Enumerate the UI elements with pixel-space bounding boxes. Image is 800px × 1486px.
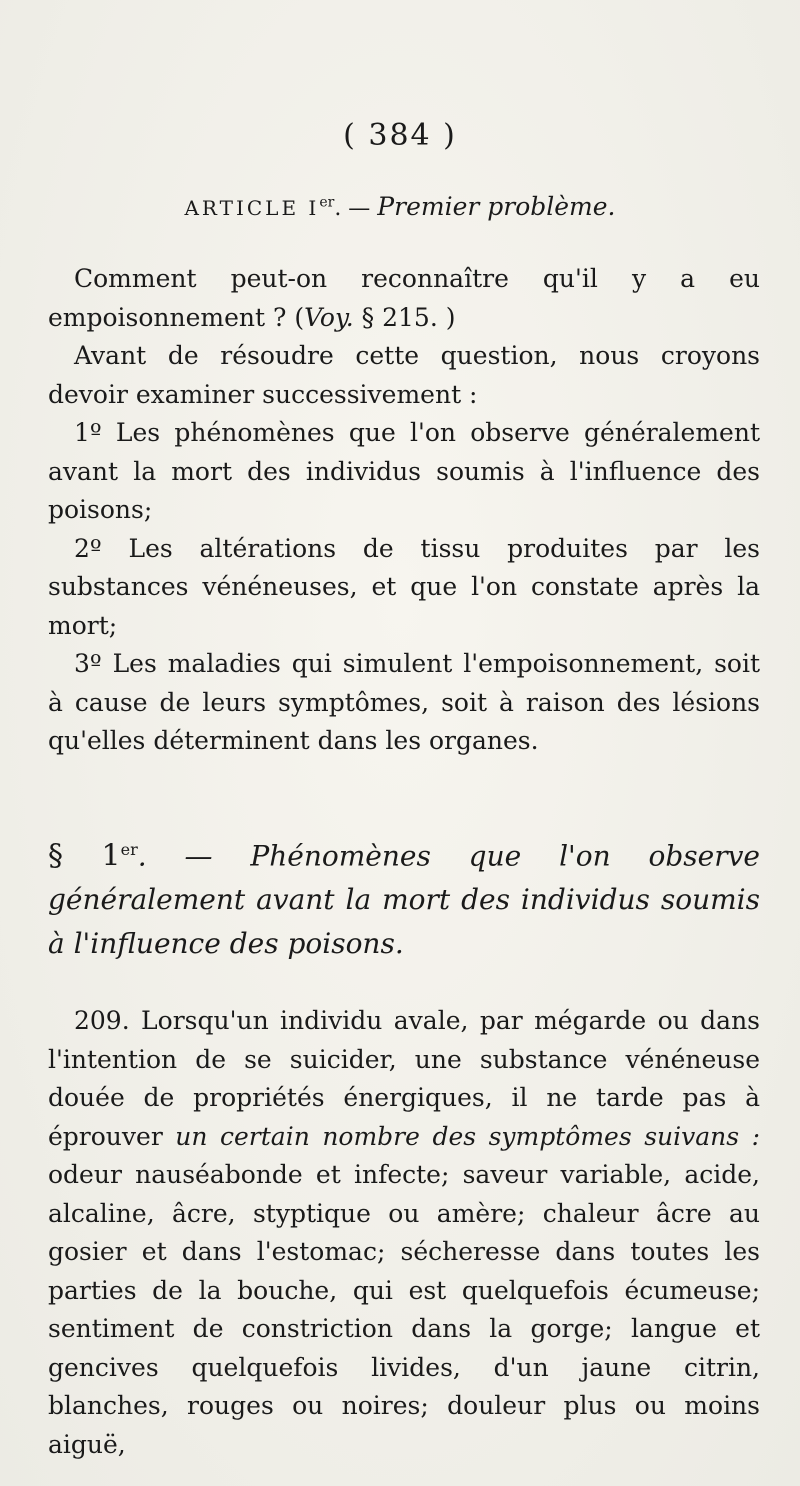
section-heading bbox=[48, 828, 760, 966]
question-text: Comment peut-on reconnaître qu'il y a eu empoisonnement ? ( bbox=[48, 264, 760, 332]
article-title: Premier problème. bbox=[377, 192, 616, 221]
section-number-superscript: er bbox=[120, 840, 138, 859]
article-separator: . — bbox=[334, 196, 378, 221]
paragraph-209-after: odeur nauséabonde et infecte; saveur variable, acide, alcaline, âcre, styptique ou amère; chaleur âcre au gosier et dans l'estomac; sécheresse dans toutes les parties de la bouche, qui est quelquefois écumeuse; sentiment de constriction dans la gorge; langue et gencives quelquefois livides, d'un jaune citrin, blanches, rouges ou noires; douleur plus ou moins aiguë, bbox=[48, 1160, 760, 1459]
paragraph-209-italic: un certain nombre des symptômes suivans : bbox=[175, 1121, 761, 1151]
article-heading bbox=[0, 192, 800, 221]
question-reference: § 215. ) bbox=[353, 302, 456, 332]
list-item: 1º Les phénomènes que l'on observe généralement avant la mort des individus soumis à l'influence des poisons; bbox=[48, 418, 760, 524]
paragraph-209-text bbox=[48, 1002, 760, 1464]
question-paragraph bbox=[48, 260, 760, 337]
question-reference-italic: Voy. bbox=[304, 302, 354, 332]
paragraph-209 bbox=[48, 1002, 760, 1464]
list-item: 3º Les maladies qui simulent l'empoisonnement, soit à cause de leurs symptômes, soit à raison des lésions qu'elles déterminent dans les organes. bbox=[48, 649, 760, 755]
article-body bbox=[48, 260, 760, 761]
paragraph-209-before: 209. Lorsqu'un individu avale, par mégarde ou dans l'intention de se suicider, une substance vénéneuse douée de propriétés énergiques, il ne tarde pas à éprouver bbox=[48, 1006, 760, 1151]
page-number: ( 384 ) bbox=[343, 118, 457, 153]
intro-paragraph: Avant de résoudre cette question, nous croyons devoir examiner successivement : bbox=[48, 341, 760, 409]
article-label-superscript: er bbox=[319, 194, 335, 211]
article-label: ARTICLE I bbox=[184, 196, 320, 220]
section-number: § 1 bbox=[48, 838, 121, 874]
list-item: 2º Les altérations de tissu produites par les substances vénéneuses, et que l'on constate après la mort; bbox=[48, 533, 760, 640]
section-title: . — Phénomènes que l'on observe généralement avant la mort des individus soumis à l'influence des poisons. bbox=[48, 839, 760, 961]
